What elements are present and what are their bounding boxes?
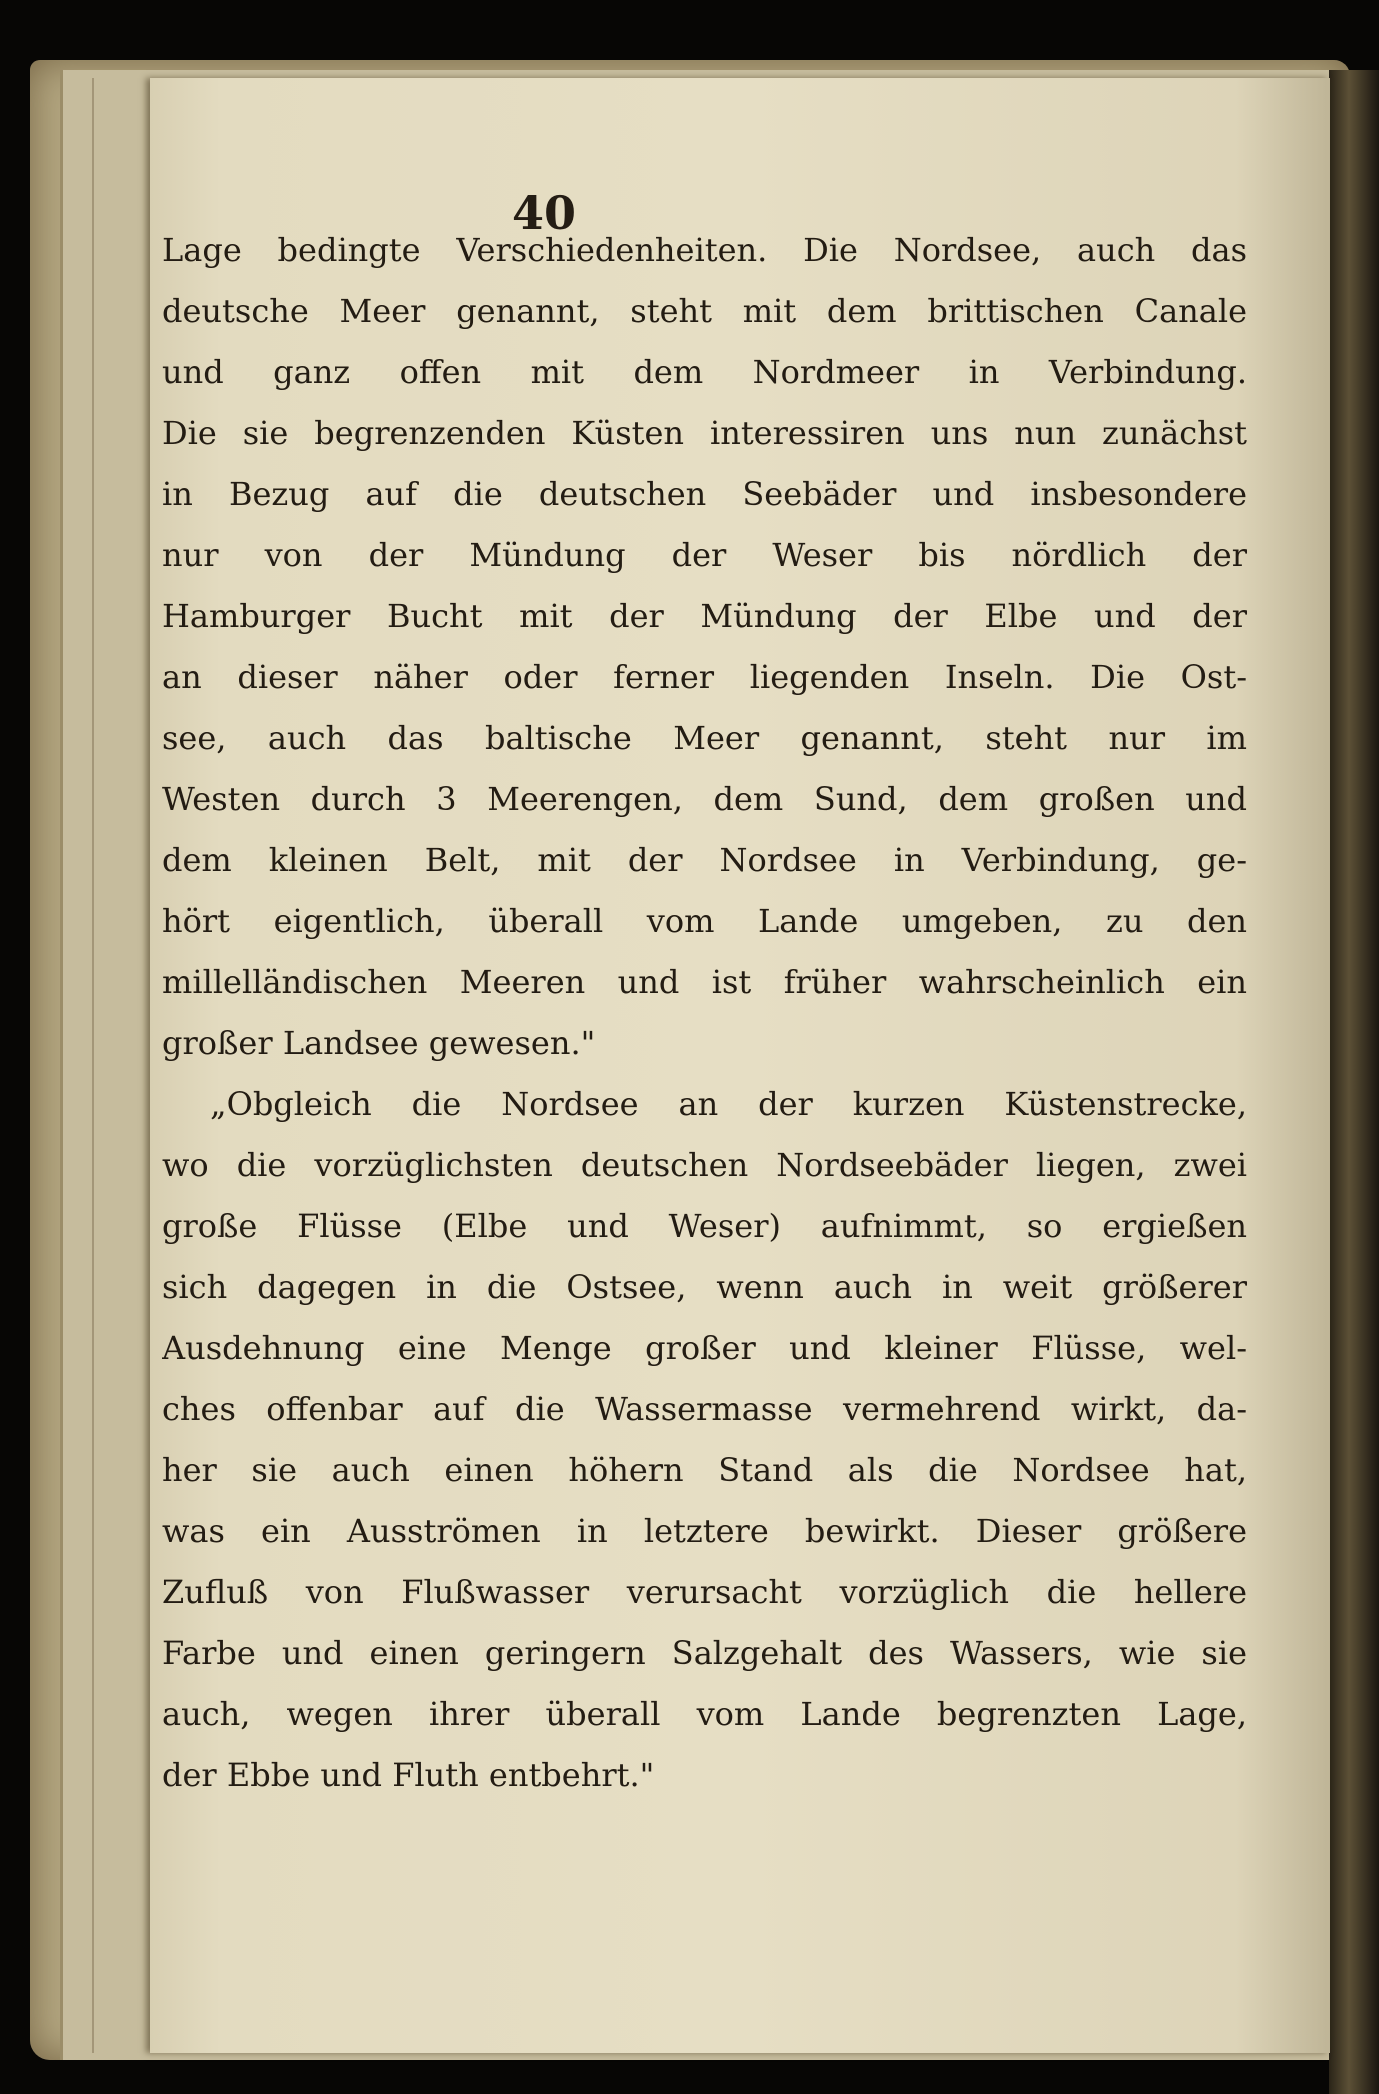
text-line: her sie auch einen höhern Stand als die Nordsee hat, <box>162 1451 1247 1489</box>
text-line: nur von der Mündung der Weser bis nördlich der <box>162 536 1247 574</box>
text-line: an dieser näher oder ferner liegenden Inseln. Die Ost- <box>162 658 1247 696</box>
text-line: Farbe und einen geringern Salzgehalt des Wassers, wie sie <box>162 1634 1247 1672</box>
text-line: Zufluß von Flußwasser verursacht vorzüglich die hellere <box>162 1573 1247 1611</box>
text-line: deutsche Meer genannt, steht mit dem brittischen Canale <box>162 292 1247 330</box>
text-line: große Flüsse (Elbe und Weser) aufnimmt, so ergießen <box>162 1207 1247 1245</box>
text-line: sich dagegen in die Ostsee, wenn auch in weit größerer <box>162 1268 1247 1306</box>
text-line: Westen durch 3 Meerengen, dem Sund, dem großen und <box>162 780 1247 818</box>
page-body-text <box>162 220 1247 1806</box>
text-line: „Obgleich die Nordsee an der kurzen Küstenstrecke, <box>210 1085 1247 1123</box>
page-number: 40 <box>511 186 576 240</box>
text-line: Lage bedingte Verschiedenheiten. Die Nordsee, auch das <box>162 231 1247 269</box>
text-line: millelländischen Meeren und ist früher wahrscheinlich ein <box>162 963 1247 1001</box>
text-line: großer Landsee gewesen." <box>162 1024 596 1062</box>
text-line: Hamburger Bucht mit der Mündung der Elbe und der <box>162 597 1247 635</box>
book-gutter <box>1329 70 1379 2094</box>
text-line: wo die vorzüglichsten deutschen Nordseebäder liegen, zwei <box>162 1146 1247 1184</box>
text-line: hört eigentlich, überall vom Lande umgeben, zu den <box>162 902 1247 940</box>
text-line: see, auch das baltische Meer genannt, steht nur im <box>162 719 1247 757</box>
text-line: Die sie begrenzenden Küsten interessiren uns nun zunächst <box>162 414 1247 452</box>
text-line: auch, wegen ihrer überall vom Lande begrenzten Lage, <box>162 1695 1247 1733</box>
text-line: ches offenbar auf die Wassermasse vermehrend wirkt, da- <box>162 1390 1247 1428</box>
text-line: was ein Ausströmen in letztere bewirkt. Dieser größere <box>162 1512 1247 1550</box>
text-line: und ganz offen mit dem Nordmeer in Verbindung. <box>162 353 1247 391</box>
text-line: dem kleinen Belt, mit der Nordsee in Verbindung, ge- <box>162 841 1247 879</box>
text-line: in Bezug auf die deutschen Seebäder und insbesondere <box>162 475 1247 513</box>
text-line: Ausdehnung eine Menge großer und kleiner Flüsse, wel- <box>162 1329 1247 1367</box>
page-edge-line <box>92 78 94 2053</box>
text-line: der Ebbe und Fluth entbehrt." <box>162 1756 655 1794</box>
